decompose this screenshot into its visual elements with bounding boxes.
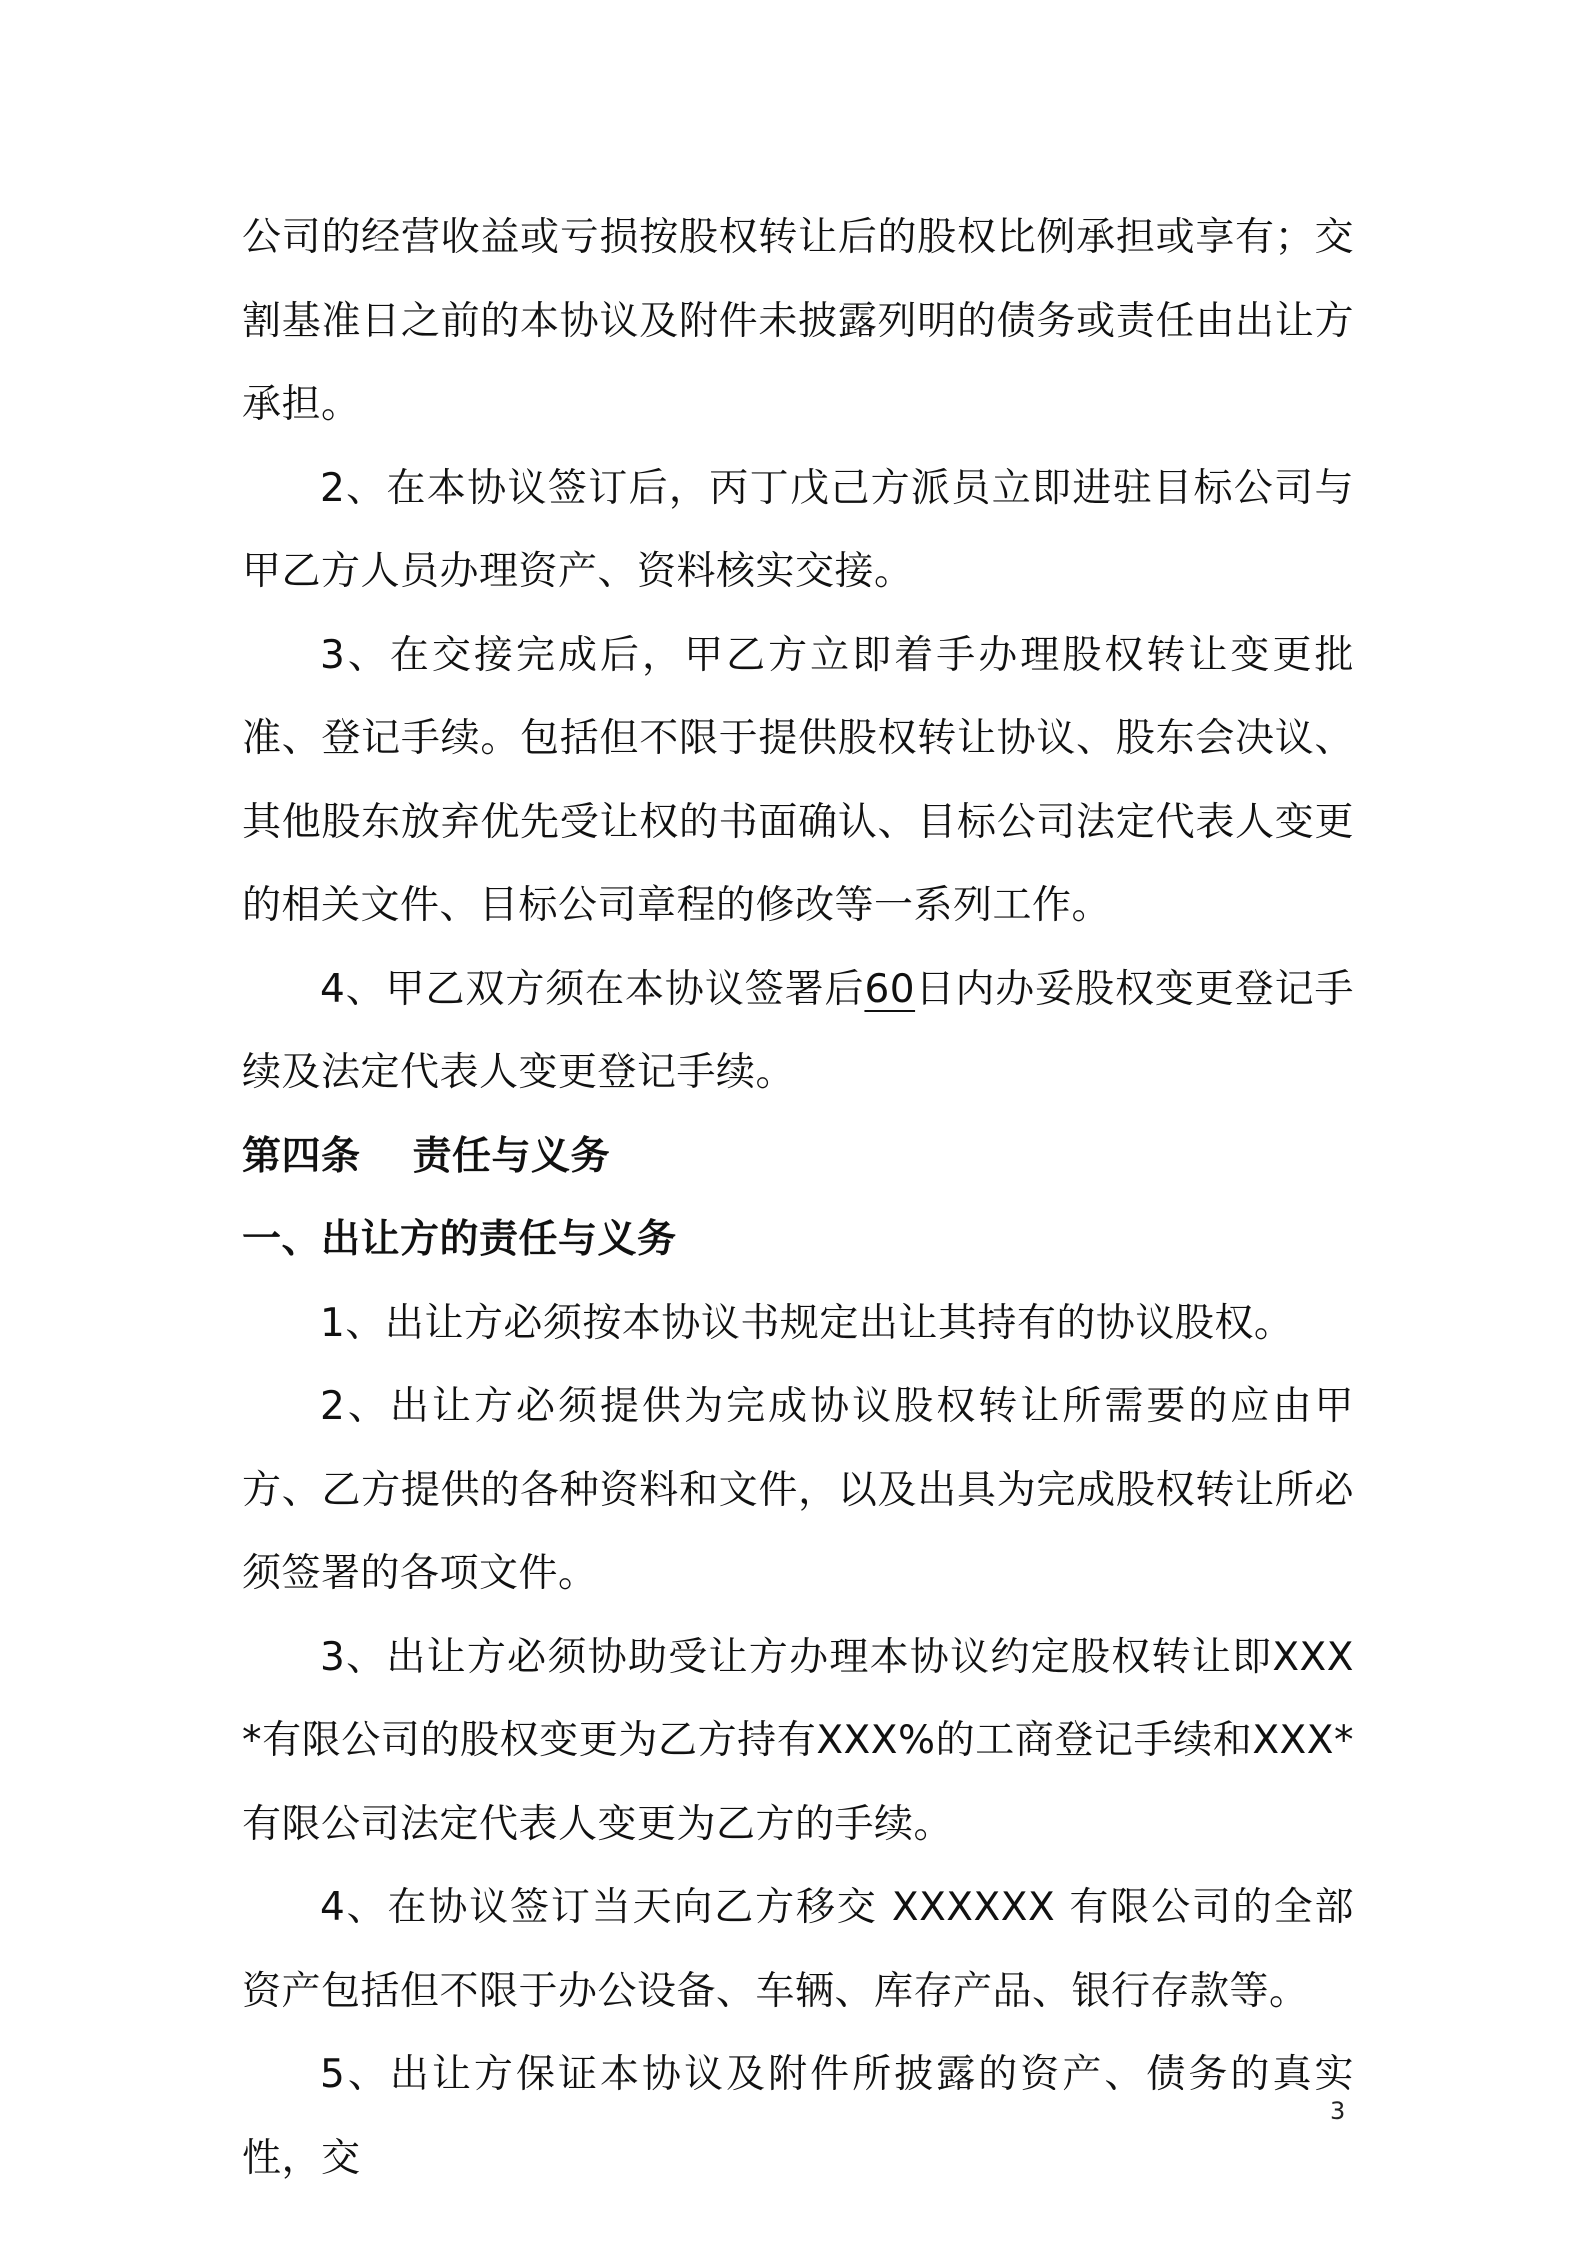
clause-4-text-after: 日内办妥股权变更登记手续及法定代表人变更登记手续。 xyxy=(242,966,1354,1095)
section-heading: 一、出让方的责任与义务 xyxy=(242,1217,677,1262)
paragraph-clause-2: 2、在本协议签订后，丙丁戊己方派员立即进驻目标公司与甲乙方人员办理资产、资料核实交接。 xyxy=(242,465,1354,594)
paragraph-clause-4 xyxy=(242,948,1354,1115)
clause-4-text-before: 4、甲乙双方须在本协议签署后 xyxy=(320,966,865,1012)
document-body xyxy=(242,196,1354,2200)
obligation-item-5: 5、出让方保证本协议及附件所披露的资产、债务的真实性，交 xyxy=(242,2052,1354,2181)
obligation-item-3: 3、出让方必须协助受让方办理本协议约定股权转让即XXX*有限公司的股权变更为乙方持有XXX%的工商登记手续和XXX*有限公司法定代表人变更为乙方的手续。 xyxy=(242,1634,1354,1847)
clause-4-days-value: 60 xyxy=(864,966,916,1012)
paragraph-continuation: 公司的经营收益或亏损按股权转让后的股权比例承担或享有；交割基准日之前的本协议及附件未披露列明的债务或责任由出让方承担。 xyxy=(242,215,1354,427)
article-number: 第四条 xyxy=(242,1133,361,1179)
obligation-item-4: 4、在协议签订当天向乙方移交 XXXXXX 有限公司的全部资产包括但不限于办公设备、车辆、库存产品、银行存款等。 xyxy=(242,1885,1354,2014)
page-number: 3 xyxy=(1330,2097,1346,2125)
paragraph-clause-3: 3、在交接完成后，甲乙方立即着手办理股权转让变更批准、登记手续。包括但不限于提供股权转让协议、股东会决议、其他股东放弃优先受让权的书面确认、目标公司法定代表人变更的相关文件、目标公司章程的修改等一系列工作。 xyxy=(242,632,1354,928)
article-title: 责任与义务 xyxy=(412,1133,611,1179)
article-heading xyxy=(242,1115,1354,1199)
obligation-item-2: 2、出让方必须提供为完成协议股权转让所需要的应由甲方、乙方提供的各种资料和文件，以及出具为完成股权转让所必须签署的各项文件。 xyxy=(242,1384,1354,1596)
obligation-item-1: 1、出让方必须按本协议书规定出让其持有的协议股权。 xyxy=(320,1300,1294,1346)
